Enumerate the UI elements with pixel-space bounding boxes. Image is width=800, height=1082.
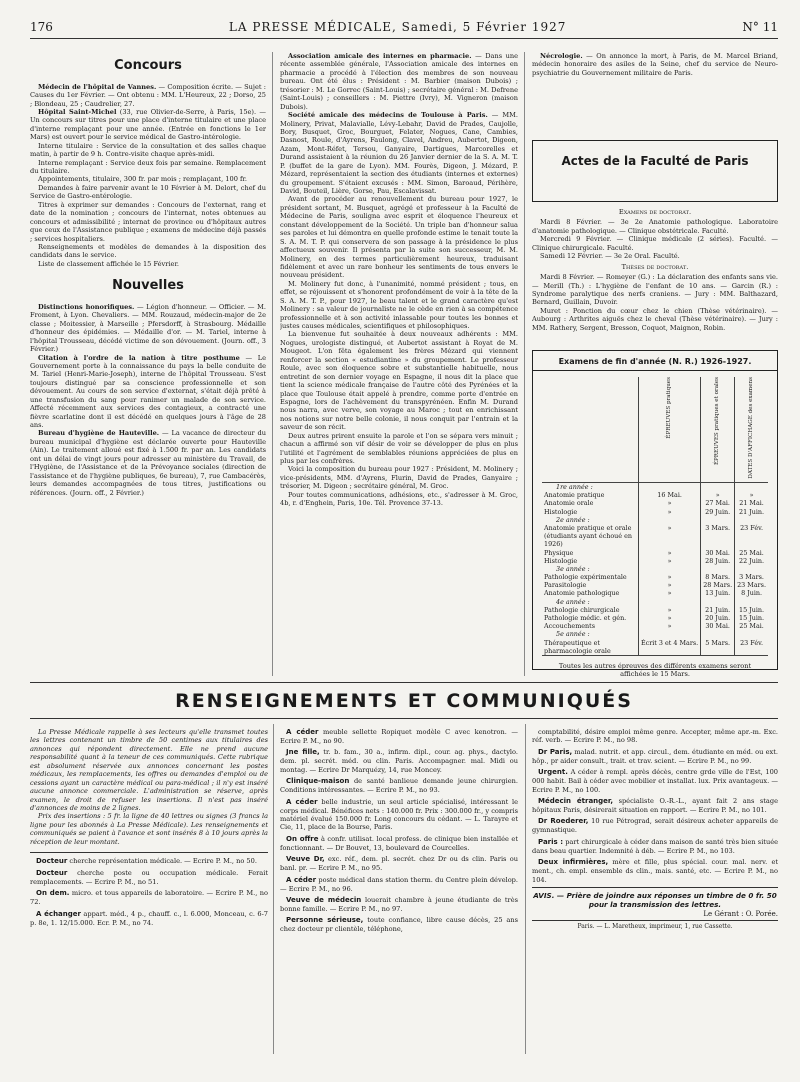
article-text: Voici la composition du bureau pour 1927 : Président, M. Molinery ; vice-présidents, MM. d'Ayrens, Flurin, David de Prades, Ganyaire ; trésorier, M. Digeon ; secrétaire général, M. Groc. [280, 465, 518, 491]
article-paragraph [280, 111, 518, 195]
examens-date: 30 Mai. [701, 622, 735, 630]
examens-subject: Anatomie pathologique [544, 589, 620, 598]
classified-ad-heading: Médecin étranger, [538, 797, 613, 806]
article-text: M. Molinery fut donc, à l'unanimité, nommé président ; tous, en effet, se réjouissent et s'honorent profondément de voir à la tête de la S. A. M. T. P., pour 1927, le beau talent et le grand caractère qu'est Molinery : sa valeur de journaliste ne le cède en rien à sa compétence professionnelle et à son activité inlassable pour toutes les bonnes et justes causes médicales, scientifiques et philosophiques. [280, 279, 518, 330]
examens-row [542, 606, 768, 614]
classified-ad-text: appart. méd., 4 p., chauff. c., l. 6.000, Monceau, c. 6-7 p. 8e, 1. 12/15.000. Ecr. P. M., no 74. [30, 909, 268, 927]
classified-ad [532, 768, 778, 794]
examens-date: 30 Mai. [701, 549, 735, 557]
examens-group-row [542, 565, 768, 573]
classified-ad [532, 748, 778, 765]
examens-date: 29 Juin. [701, 508, 735, 516]
article-paragraph [280, 330, 518, 431]
faculte-examens-list [532, 218, 778, 260]
classified-ad [532, 838, 778, 855]
renseignements-col-1 [30, 728, 268, 1058]
classified-ad-text: part chirurgicale à céder dans maison de santé très bien située dans beau quartier. Indemnité à déb. — Ecrire P. M., no 103. [532, 837, 778, 855]
examens-row [542, 573, 768, 581]
examens-date: » [638, 606, 700, 614]
classified-ad [532, 728, 778, 745]
section-rule [30, 682, 778, 683]
article-paragraph [30, 429, 266, 497]
classified-ad-text: louerait chambre à jeune étudiante de très bonne famille. — Ecrire P. M., no 97. [280, 896, 518, 913]
section-title-nouvelles: Nouvelles [112, 278, 184, 294]
classified-ad-heading: A échanger [36, 909, 81, 918]
examens-date: 8 Juin. [735, 589, 768, 597]
classified-ad [532, 858, 778, 884]
classified-ad-heading: Dr Roederer, [538, 817, 589, 826]
examens-group-row [542, 516, 768, 524]
examens-group-row [542, 598, 768, 606]
examens-col-header: ÉPREUVES pratiques [638, 377, 700, 482]
examens-row [542, 499, 768, 507]
classified-ad-text: meuble sellette Ropiquet modèle C avec kenotron. — Ecrire P. M., no 90. [280, 728, 518, 745]
faculte-line: Mercredi 9 Février. — Clinique médicale (2 séries). Faculté. — Clinique chirurgicale. Faculté. [532, 235, 778, 252]
classified-ad-heading: Urgent. [538, 768, 568, 777]
article-text: Avant de procéder au renouvellement du bureau pour 1927, le président sortant, M. Busquet, agrégé et professeur à la Faculté de Médecine de Paris, souligna avec esprit et éloquence l'heureux et constant développement de la Société. Un triple ban d'honneur salua ses paroles et lui démontra en quelle profonde estime le tenait toute la S. A. M. T. P. qui conservera de son passage à la présidence le plus affectueux souvenir. Il présenta par la suite son successeur, M. M. Molinery, en des termes particulièrement heureux, traduisant fidèlement et avec un rare bonheur les sentiments de tous envers le nouveau président. [280, 195, 518, 280]
examens-date: 25 Mai. [735, 622, 768, 630]
article-paragraph [30, 303, 266, 354]
examens-row [542, 524, 768, 549]
classified-ad [280, 835, 518, 852]
classified-ad [280, 896, 518, 913]
article-heading: Bureau d'hygiène de Hauteville. [38, 429, 160, 438]
examens-date: Écrit 3 et 4 Mars. [638, 639, 700, 656]
examens-subject: Pathologie chirurgicale [544, 605, 620, 614]
article-heading: Hôpital Saint-Michel [38, 107, 117, 116]
classified-ad [30, 910, 268, 927]
examens-date: 25 Mai. [735, 549, 768, 557]
examens-date: » [638, 557, 700, 565]
renseignements-col-3 [532, 728, 778, 1058]
examens-date: » [735, 491, 768, 499]
classified-ad-text: spécialiste O.-R.-L., ayant fait 2 ans stage hôpitaux Paris, désirerait situation en rapport. — Ecrire P. M., no 101. [532, 797, 778, 815]
article-text: La bienvenue fut souhaitée à deux nouveaux adhérents : MM. Nogues, urologiste distingué, et Aubertot assistant à Royat de M. Mougeot. L'on fêta également les frères Mézard qui viennent renforcer la section « estudiantine » du groupement. Le professeur Roule, avec son éloquence sobre et substantielle habituelle, nous entretint de son dernier voyage en Espagne, il nous dit la place que tient la science médicale française de l'autre côté des Pyrénées et la place que Toulouse était appelé à prendre, comme porte d'entrée en Espagne, lors de l'achèvement du transpyrénéen. Enfin M. Durand nous narra, avec verve, son voyage au Maroc ; tout en enrichissant nos notions sur notre belle colonie, il nous conquit par l'entrain et la saveur de son récit. [280, 330, 518, 432]
page-header [30, 20, 778, 36]
classified-ad-heading: Paris : [538, 837, 564, 846]
examens-date: 3 Mars. [701, 524, 735, 549]
classified-ad-heading: Docteur [36, 857, 68, 866]
examens-date: 21 Mai. [735, 499, 768, 507]
classified-ad-heading: Jne fille, [286, 748, 320, 757]
examens-date: 15 Juin. [735, 614, 768, 622]
faculte-content [532, 206, 778, 344]
examens-group-name: 4e année : [556, 597, 590, 606]
article-heading: Distinctions honorifiques. [38, 302, 135, 311]
examens-date: » [638, 614, 700, 622]
examens-row [542, 491, 768, 499]
classified-ad-text: poste médical dans station therm. du Centre plein dévelop. — Ecrire P. M., no 96. [280, 875, 518, 893]
classified-ad-text: cherche représentation médicale. — Ecrire P. M., no 50. [69, 857, 257, 866]
examens-subject: Parasitologie [544, 581, 587, 590]
classified-ad-text: malad. nutrit. et app. circul., dem. étudiante en méd. ou ext. hôp., pr aider consult., trait. et trav. scient. — Ecrire P. M., no 99. [532, 747, 778, 765]
examens-subject: Physique [544, 548, 574, 557]
concours-list [30, 83, 266, 269]
classified-ad-text: de santé banlieue demande jeune chirurgien. Conditions intéressantes. — Ecrire P. M., no 93. [280, 777, 518, 795]
page-number: 176 [30, 20, 53, 35]
examens-subject: Accouchements [544, 622, 596, 631]
column-divider [525, 724, 526, 1054]
article-text: — Le Gouvernement porte à la connaissance du pays la belle conduite de M. Tariel (Henri-Marie-Joseph), interne de l'hôpital Trousseau. S'est toujours distingué par sa conscience professionnelle et son dévouement. Au cours de son service d'externat, s'était déjà prêté à une transfusion du sang pour ranimer un malade de son service. Affecté récemment aux services des contagieux, a contracté une fièvre scarlatine dont il est décédé en quelques jours à l'âge de 28 ans. [30, 353, 266, 429]
classified-ad [30, 869, 268, 886]
examens-date: » [701, 491, 735, 499]
avis-notice: AVIS. — Prière de joindre aux réponses un timbre de 0 fr. 50 pour la transmission des lettres. [532, 887, 778, 909]
examens-row [542, 614, 768, 622]
examens-date: 22 Juin. [735, 557, 768, 565]
faculte-subtitle-theses: Thèses de doctorat. [621, 262, 689, 271]
article-paragraph [30, 184, 266, 201]
examens-date: 28 Mars. [701, 581, 735, 589]
examens-date: 23 Mars. [735, 581, 768, 589]
article-text: Interne remplaçant : Service deux fois par semaine. Remplacement du titulaire. [30, 158, 266, 175]
article-text: — Composition écrite. — Sujet : Causes du 1er Février. — Ont obtenu : MM. L'Heureux, 22 ; Dorso, 25 ; Blondeau, 25 ; Caudrelier, 27. [30, 82, 266, 108]
examens-date: 23 Fév. [735, 524, 768, 549]
classified-ad-heading: Veuve Dr, [286, 855, 325, 864]
necrologie-heading: Nécrologie. [540, 52, 583, 60]
examens-date: » [638, 549, 700, 557]
article-paragraph [30, 142, 266, 159]
article-text: Demandes à faire parvenir avant le 10 Février à M. Delort, chef du Service de Gastro-entérologie. [30, 183, 266, 201]
article-paragraph [280, 491, 518, 508]
gerant-line: Le Gérant : O. Porée. [532, 910, 778, 922]
examens-date: » [638, 524, 700, 549]
section-title-concours: Concours [114, 58, 182, 73]
faculte-theses-list [532, 273, 778, 332]
classified-ad [280, 876, 518, 893]
article-paragraph [280, 52, 518, 111]
examens-date: 28 Juin. [701, 557, 735, 565]
classified-ad-heading: Docteur [36, 869, 68, 878]
examens-row [542, 508, 768, 516]
examens-group-name: 2e année : [556, 515, 590, 524]
examens-subject: Anatomie orale [544, 499, 594, 508]
examens-group-row [542, 630, 768, 638]
ads-list-3 [532, 728, 778, 884]
classified-ad-heading: Clinique-maison [286, 777, 350, 786]
examens-date: 15 Juin. [735, 606, 768, 614]
examens-subject: Histologie [544, 507, 578, 516]
article-heading: Association amicale des internes en pharmacie. [288, 52, 472, 60]
classified-ad [280, 748, 518, 774]
classified-ad-text: comptabilité, désire emploi même genre. Accepter, même apr.-m. Exc. réf. verb. — Ecrire P. M., no 98. [532, 728, 778, 745]
examens-subject: Anatomie pratique [544, 491, 605, 500]
column-concours-nouvelles [30, 56, 266, 676]
classified-ad-heading: On dem. [36, 889, 70, 898]
column-associations [280, 52, 518, 676]
classified-ad-heading: Veuve de médecin [286, 896, 362, 905]
article-paragraph [30, 108, 266, 142]
classified-ad-text: tr. b. fam., 30 a., infirm. dipl., cour. ag. phys., dactylo. dem. pl. secrét. méd. ou clin. Paris. Accompagner. mal. Midi ou montag. — Ecrire Dr Marquézy, 14, rue Moncey. [280, 748, 518, 774]
issue-number: N° 11 [742, 20, 778, 35]
examens-col-header: DATES D'AFFICHAGE des examens [735, 377, 768, 482]
printer-line: Paris. — L. Maretheux, imprimeur, 1, rue Cassette. [577, 923, 733, 931]
necrologie [532, 52, 778, 132]
faculte-line: Samedi 12 Février. — 3e 2e Oral. Faculté. [540, 252, 680, 261]
renseignements-intro: La Presse Médicale rappelle à ses lecteurs qu'elle transmet toutes les lettres contenant un timbre de 50 centimes aux titulaires des annonces qui répondent directement. Elle ne prend aucune responsabilité quant à la teneur de ces communiqués. Cette rubrique est absolument réservée aux annonces concernant les postes médicaux, les remplacements, les offres ou demandes d'emploi ou de cessions ayant un caractère médical ou para-médical ; il n'y est inséré aucune annonce commerciale. L'administration se réserve, après examen, le droit de refuser les insertions. Il n'est pas inséré d'annonces de moins de 2 lignes. [30, 728, 268, 812]
ads-list-1 [30, 857, 268, 927]
examens-group-name: 3e année : [556, 564, 590, 573]
classified-ad-heading: A céder [286, 875, 317, 884]
classified-ad [532, 817, 778, 834]
header-rule [30, 38, 778, 39]
journal-title: LA PRESSE MÉDICALE, Samedi, 5 Février 1927 [228, 20, 567, 35]
examens-subject: Pathologie expérimentale [544, 573, 627, 582]
examens-group-name: 1re année : [556, 483, 593, 492]
classified-ad-text: belle industrie, un seul article spécialisé, intéressant le corps médical. Bénéfices nets : 140.000 fr. Prix : 300.000 fr., y compris matériel évalué 150.000 fr. Long concours du cédant. — L. Tarayre et Cie, 11, place de la Bourse, Paris. [280, 797, 518, 832]
examens-footer: Toutes les autres épreuves des différents examens seront affichées le 15 Mars. [558, 661, 752, 679]
examens-date: 13 Juin. [701, 589, 735, 597]
classified-ad [280, 728, 518, 745]
examens-date: 21 Juin. [701, 606, 735, 614]
ad-divider [30, 852, 268, 853]
classified-ad-text: cherche poste ou occupation médicale. Ferait remplacements. — Ecrire P. M., no 51. [30, 869, 268, 887]
article-text: Appointements, titulaire, 300 fr. par mois ; remplaçant, 100 fr. [38, 175, 247, 184]
necrologie-text: — On annonce la mort, à Paris, de M. Marcel Briand, médecin honoraire des asiles de la Seine, chef du service de Neuro-psychiatrie du Gouvernement militaire de Paris. [532, 52, 778, 77]
examens-row [542, 557, 768, 565]
classified-ad-heading: A céder [286, 797, 318, 806]
article-paragraph [280, 432, 518, 466]
classified-ad [280, 777, 518, 794]
article-paragraph [30, 83, 266, 108]
faculte-line: Mardi 8 Février. — 3e 2e Anatomie pathologique. Laboratoire d'anatomie pathologique. — Clinique obstétricale. Faculté. [532, 218, 778, 235]
article-paragraph [30, 201, 266, 243]
article-paragraph [30, 354, 266, 430]
examens-date: » [638, 589, 700, 597]
article-paragraph [30, 260, 266, 268]
examens-row [542, 581, 768, 589]
examens-date: » [638, 499, 700, 507]
section-rule [30, 718, 778, 719]
article-text: (33, rue Olivier-de-Serre, à Paris, 15e). — Un concours sur titres pour une place d'interne titulaire et une place d'interne remplaçant pour une année. (Entrée en fonctions le 1er Mars) est ouvert pour le service médical de Gastro-intérologie. [30, 107, 266, 142]
article-text: Deux autres prirent ensuite la parole et l'on se sépara vers minuit ; chacun a affirmé son vif désir de voir se développer de plus en plus l'utilité et l'agrément de semblables réunions appréciées de plus en plus par les confrères. [280, 431, 518, 465]
article-paragraph [30, 159, 266, 176]
article-text: Liste de classement affichée le 15 Février. [38, 259, 179, 268]
examens-subject: Pathologie médic. et gén. [544, 614, 627, 623]
article-paragraph [280, 195, 518, 279]
classified-ad-heading: Deux infirmières, [538, 858, 609, 867]
examens-date: 8 Mars. [701, 573, 735, 581]
classified-ad [30, 889, 268, 906]
article-text: — Dans une récente assemblée générale, l'Association amicale des internes en pharmacie a procédé à l'élection des membres de son nouveau bureau. Ont été élus : Président : M. Barbier (maison Dubois) ; trésorier : M. Le Gorrec (Saint-Louis) ; secrétaire général : M. Defrene (Saint-Louis) ; conseillers : M. Piettre (Ivry), M. Vigneron (maison Dubois). [280, 52, 518, 111]
examens-row [542, 589, 768, 597]
examens-table-body [542, 483, 768, 656]
examens-date: » [638, 581, 700, 589]
examens-date: » [638, 573, 700, 581]
examens-date: 20 Juin. [701, 614, 735, 622]
column-divider [272, 52, 273, 676]
article-heading: Médecin de l'hôpital de Vannes. [38, 82, 157, 91]
examens-subject: Anatomie pratique et orale (étudiants ayant échoué en 1926) [544, 523, 632, 549]
examens-date: » [638, 622, 700, 630]
examens-title: Examens de fin d'année (N. R.) 1926-1927. [533, 351, 777, 371]
faculte-title-box [532, 140, 778, 202]
faculte-subtitle-doctorat: Examens de doctorat. [618, 208, 692, 216]
examens-row [542, 622, 768, 630]
article-text: Pour toutes communications, adhésions, etc., s'adresser à M. Groc, 4b, r. d'Enghein, Paris, 10e. Tél. Provence 37-13. [280, 490, 518, 508]
examens-date: 21 Juin. [735, 508, 768, 516]
examens-row [542, 549, 768, 557]
examens-date: 27 Mai. [701, 499, 735, 507]
article-text: — Légion d'honneur. — Officier. — M. Froment, à Lyon. Chevaliers. — MM. Rouzaud, médecin-major de 2e classe ; Moitessier, à Marseille ; Pfersdorff, à Strasbourg. Médaille d'honneur des épidémies. — Médaille d'or. — M. Tariel, interne à l'hôpital Trousseau, décédé victime de son dévouement. (Journ. off., 3 Février.) [30, 302, 266, 354]
faculte-line: Mardi 8 Février. — Romeyer (G.) : La déclaration des enfants sans vie. — Merill (Th.) : L'hygiène de l'enfant de 10 ans. — Garcin (R.) : Syndrome paralytique des nerfs craniens. — Jury : MM. Balthazard, Bernard, Guillain, Duvoir. [532, 273, 778, 307]
faculte-line: Muret : Ponction du cœur chez le chien (Thèse vétérinaire). — Aubourg : Arthrites aiguës chez le cheval (Thèse vétérinaire). — Jury : MM. Rathery, Sergent, Bresson, Coquot, Maignon, Robin. [532, 306, 778, 332]
article-paragraph [280, 465, 518, 490]
examens-group-row [542, 483, 768, 492]
examens-date: » [638, 508, 700, 516]
examens-box [532, 350, 778, 679]
article-heading: Société amicale des médecins de Toulouse à Paris. [288, 111, 488, 120]
renseignements-title: RENSEIGNEMENTS ET COMMUNIQUÉS [175, 690, 633, 712]
classified-ad-heading: Personne sérieuse, [286, 916, 364, 925]
classified-ad-heading: Dr Paris, [538, 747, 573, 756]
article-paragraph [30, 175, 266, 183]
examens-subject: Histologie [544, 556, 578, 565]
classified-ad [30, 857, 268, 866]
classified-ad [280, 798, 518, 832]
classified-ad-text: exc. réf., dem. pl. secrét. chez Dr ou ds clin. Paris ou banl. pr. — Ecrire P. M., no 95. [280, 855, 518, 873]
classified-ad-text: micro. et tous appareils de laboratoire. — Ecrire P. M., no 72. [30, 889, 268, 907]
renseignements-prix: Prix des insertions : 5 fr. la ligne de 40 lettres ou signes (3 francs la ligne pour les abonnés à La Presse Médicale). Les renseignements et communiqués se paient à l'avance et sont insérés 8 à 10 jours après la réception de leur montant. [30, 812, 268, 846]
classified-ad [280, 916, 518, 933]
article-paragraph [280, 280, 518, 331]
examens-group-name: 5e année : [556, 630, 590, 639]
column-divider [273, 724, 274, 1054]
nouvelles-list [30, 303, 266, 497]
article-text: Renseignements et modèles de demandes à la disposition des candidats dans le service. [30, 242, 266, 260]
examens-date: 16 Mai. [638, 491, 700, 499]
article-text: — MM. Molinery, Privat, Malavialle, Lévy-Lebahr, David de Prades, Caujolle, Bory, Busquet, Groc, Bourguet, Felater, Nogues, Cane, Cambies, Dasnost, Roule, d'Ayrens, Faulong, Clavel, Andreu, Aubertot, Digeon, Azam, Mont-Réfet, Tersou, Ganyaire, Dartigues, Marcorelles et Durand assistaient à la réunion du 26 Janvier dernier de la S. A. M. T. P. (buffet de la gare de Lyon). MM. Fourès, Digeon, J. Mézard, P. Mézard, représentaient la section des étudiants (internes et externes) du groupement. S'étaient excusés : MM. Simon, Baroaud, Périhère, David, Bouteil, Lière, Gorse, Pau, Escalavissat. [280, 111, 518, 195]
faculte-title: Actes de la Faculté de Paris [561, 154, 749, 168]
examens-date: 5 Mars. [701, 639, 735, 656]
classified-ad-text: 10 rue Pétrograd, serait désireux acheter appareils de gymnastique. [532, 817, 778, 835]
article-paragraph [30, 243, 266, 260]
classified-ad [532, 797, 778, 814]
ads-list-2 [280, 728, 518, 1058]
classified-ad-text: toute confiance, libre cause décès, 25 ans chez docteur pr clientèle, téléphone, [280, 916, 518, 934]
column-divider [524, 52, 525, 676]
examens-col-header: ÉPREUVES pratiques et orales [701, 377, 735, 482]
classified-ad-text: mère et fille, plus spécial. cour. mal. nerv. et ment., ch. empl. ensemble ds clin., mais. santé, etc. — Ecrire P. M., no 104. [532, 858, 778, 884]
article-text: Interne titulaire : Service de la consultation et des salles chaque matin, à partir de 9 h. Contre-visite chaque après-midi. [30, 141, 266, 159]
classified-ad-heading: On offre [286, 834, 319, 843]
classified-ad-heading: A céder [286, 728, 319, 736]
examens-subject: Thérapeutique et pharmacologie orale [542, 639, 638, 656]
examens-table [542, 377, 768, 656]
examens-date: 23 Fév. [735, 639, 768, 656]
article-text: — La vacance de directeur du bureau municipal d'hygiène est déclarée ouverte pour Hauteville (Ain). Le traitement alloué est fixé à 1.500 fr. par an. Les candidats ont un délai de vingt jours pour adresser au ministère du Travail, de l'Hygiène, de l'Assistance et de la Prévoyance sociales (direction de l'assistance et de l'hygiène publiques, 6e bureau), 7, rue Cambacérès, leurs demandes accompagnées de tous titres, justifications ou références. (Journ. off., 2 Février.) [30, 429, 266, 497]
examens-date: 3 Mars. [735, 573, 768, 581]
classified-ad-text: A céder à rempl. après décès, centre grde ville de l'Est, 100 000 habit. Bail à céder avec mobilier et installat. lux. Prix avantageux. — Ecrire P. M., no 100. [532, 768, 778, 794]
article-heading: Citation à l'ordre de la nation à titre posthume [38, 353, 240, 362]
examens-row [542, 639, 768, 656]
article-text: Titres à exprimer sur demandes : Concours de l'externat, rang et date de la nomination ; concours de l'internat, notes obtenues au concours et admissibilité ; internat de province ou d'hôpitaux autres que ceux de l'Assistance publique ; examens de médecine déjà passés ; services hospitaliers. [30, 200, 266, 243]
classified-ad-text: à confr. utilisat. local profess. de clinique bien installée et fonctionnant. — Dr Bouvet, 13, boulevard de Courcelles. [280, 834, 518, 852]
classified-ad [280, 855, 518, 872]
